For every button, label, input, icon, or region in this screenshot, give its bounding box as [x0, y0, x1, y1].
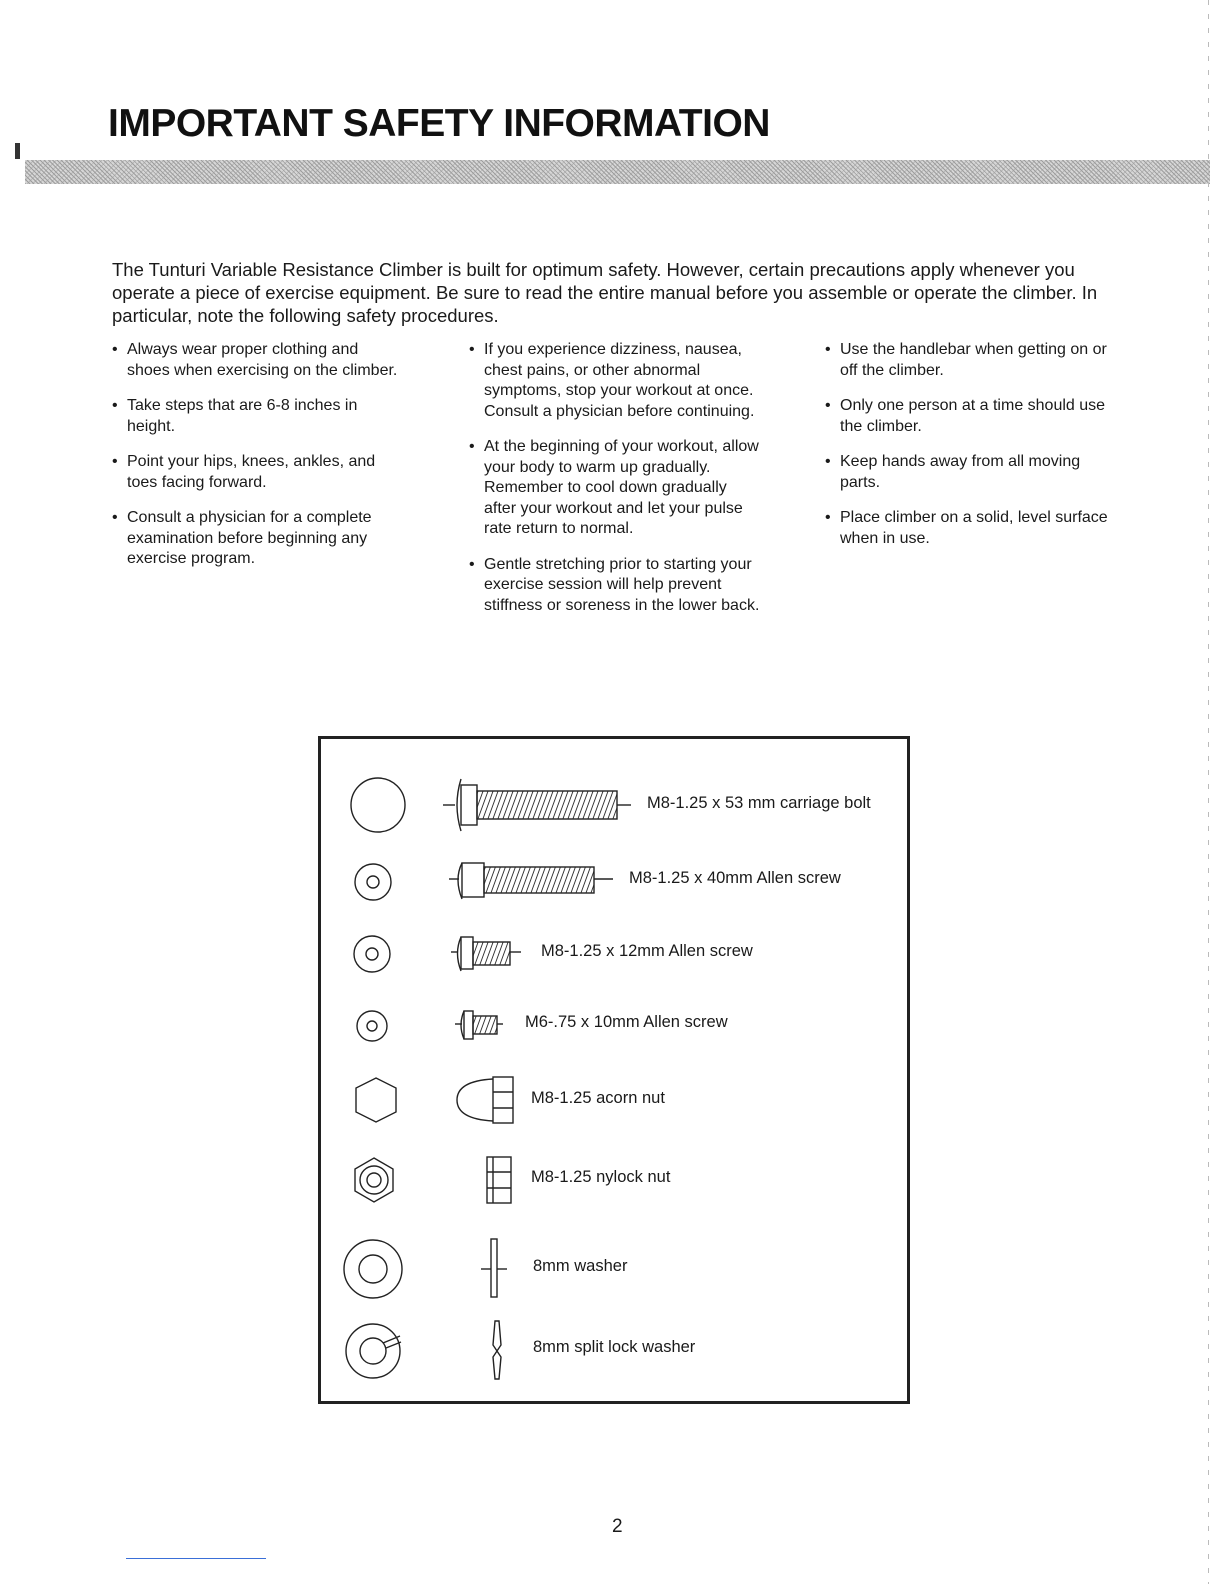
split-lock-washer-side-view-icon	[493, 1321, 501, 1379]
intro-paragraph: The Tunturi Variable Resistance Climber is built for optimum safety. However, certain precautions apply whenever you operate a piece of exercise equipment. Be sure to read the entire manual before you assemble or operate the climber. In particular, note the following safety procedures.	[112, 259, 1098, 326]
part-label-carriage-bolt: M8-1.25 x 53 mm carriage bolt	[647, 794, 871, 812]
safety-item: • At the beginning of your workout, allow your body to warm up gradually. Remember to cool down gradually after your workout and let your pulse rate return to normal.	[469, 437, 761, 540]
acorn-nut-top-view-icon	[356, 1078, 396, 1122]
page-number: 2	[612, 1516, 623, 1537]
acorn-nut-side-view-icon	[457, 1077, 513, 1123]
part-label-washer: 8mm washer	[533, 1257, 628, 1275]
part-label-nylock-nut: M8-1.25 nylock nut	[531, 1168, 671, 1186]
safety-item: • Always wear proper clothing and shoes when exercising on the climber.	[112, 340, 402, 381]
allen-screw-40mm-top-view-icon	[355, 864, 391, 900]
safety-item: • Take steps that are 6-8 inches in height.	[112, 396, 402, 437]
hardware-parts-box	[318, 736, 910, 1404]
part-label-allen-screw-40mm: M8-1.25 x 40mm Allen screw	[629, 869, 841, 887]
safety-item: • Place climber on a solid, level surface when in use.	[825, 508, 1115, 549]
safety-item: • Use the handlebar when getting on or off the climber.	[825, 340, 1115, 381]
hardware-diagram	[321, 739, 907, 1401]
allen-screw-m6-top-view-icon	[357, 1011, 387, 1041]
margin-mark	[15, 143, 20, 159]
part-label-allen-screw-12mm: M8-1.25 x 12mm Allen screw	[541, 942, 753, 960]
carriage-bolt-top-view-icon	[351, 778, 405, 832]
safety-column-1	[112, 340, 402, 585]
allen-screw-m6-side-view-icon	[455, 1011, 503, 1039]
carriage-bolt-side-view-icon	[443, 779, 631, 831]
part-label-split-lock-washer: 8mm split lock washer	[533, 1338, 696, 1356]
safety-item: • If you experience dizziness, nausea, chest pains, or other abnormal symptoms, stop your workout at once. Consult a physician before continuing.	[469, 340, 761, 422]
safety-item: • Keep hands away from all moving parts.	[825, 452, 1115, 493]
allen-screw-12mm-top-view-icon	[354, 936, 390, 972]
title-underline-bar	[25, 160, 1210, 184]
part-label-acorn-nut: M8-1.25 acorn nut	[531, 1089, 665, 1107]
safety-item: • Only one person at a time should use the climber.	[825, 396, 1115, 437]
nylock-nut-side-view-icon	[487, 1157, 511, 1203]
part-label-allen-screw-m6: M6-.75 x 10mm Allen screw	[525, 1013, 728, 1031]
allen-screw-40mm-side-view-icon	[449, 863, 613, 899]
footer-rule	[126, 1558, 266, 1559]
safety-item: • Consult a physician for a complete examination before beginning any exercise program.	[112, 508, 402, 570]
washer-side-view-icon	[481, 1239, 507, 1297]
split-lock-washer-top-view-icon	[346, 1324, 401, 1378]
washer-top-view-icon	[344, 1240, 402, 1298]
nylock-nut-top-view-icon	[355, 1158, 393, 1202]
safety-item: • Point your hips, knees, ankles, and toes facing forward.	[112, 452, 402, 493]
safety-column-3	[825, 340, 1115, 564]
page-edge-line	[1208, 0, 1209, 1584]
safety-item: • Gentle stretching prior to starting your exercise session will help prevent stiffness or soreness in the lower back.	[469, 555, 761, 617]
page-title: IMPORTANT SAFETY INFORMATION	[108, 102, 770, 145]
safety-column-2	[469, 340, 761, 631]
allen-screw-12mm-side-view-icon	[451, 937, 521, 971]
